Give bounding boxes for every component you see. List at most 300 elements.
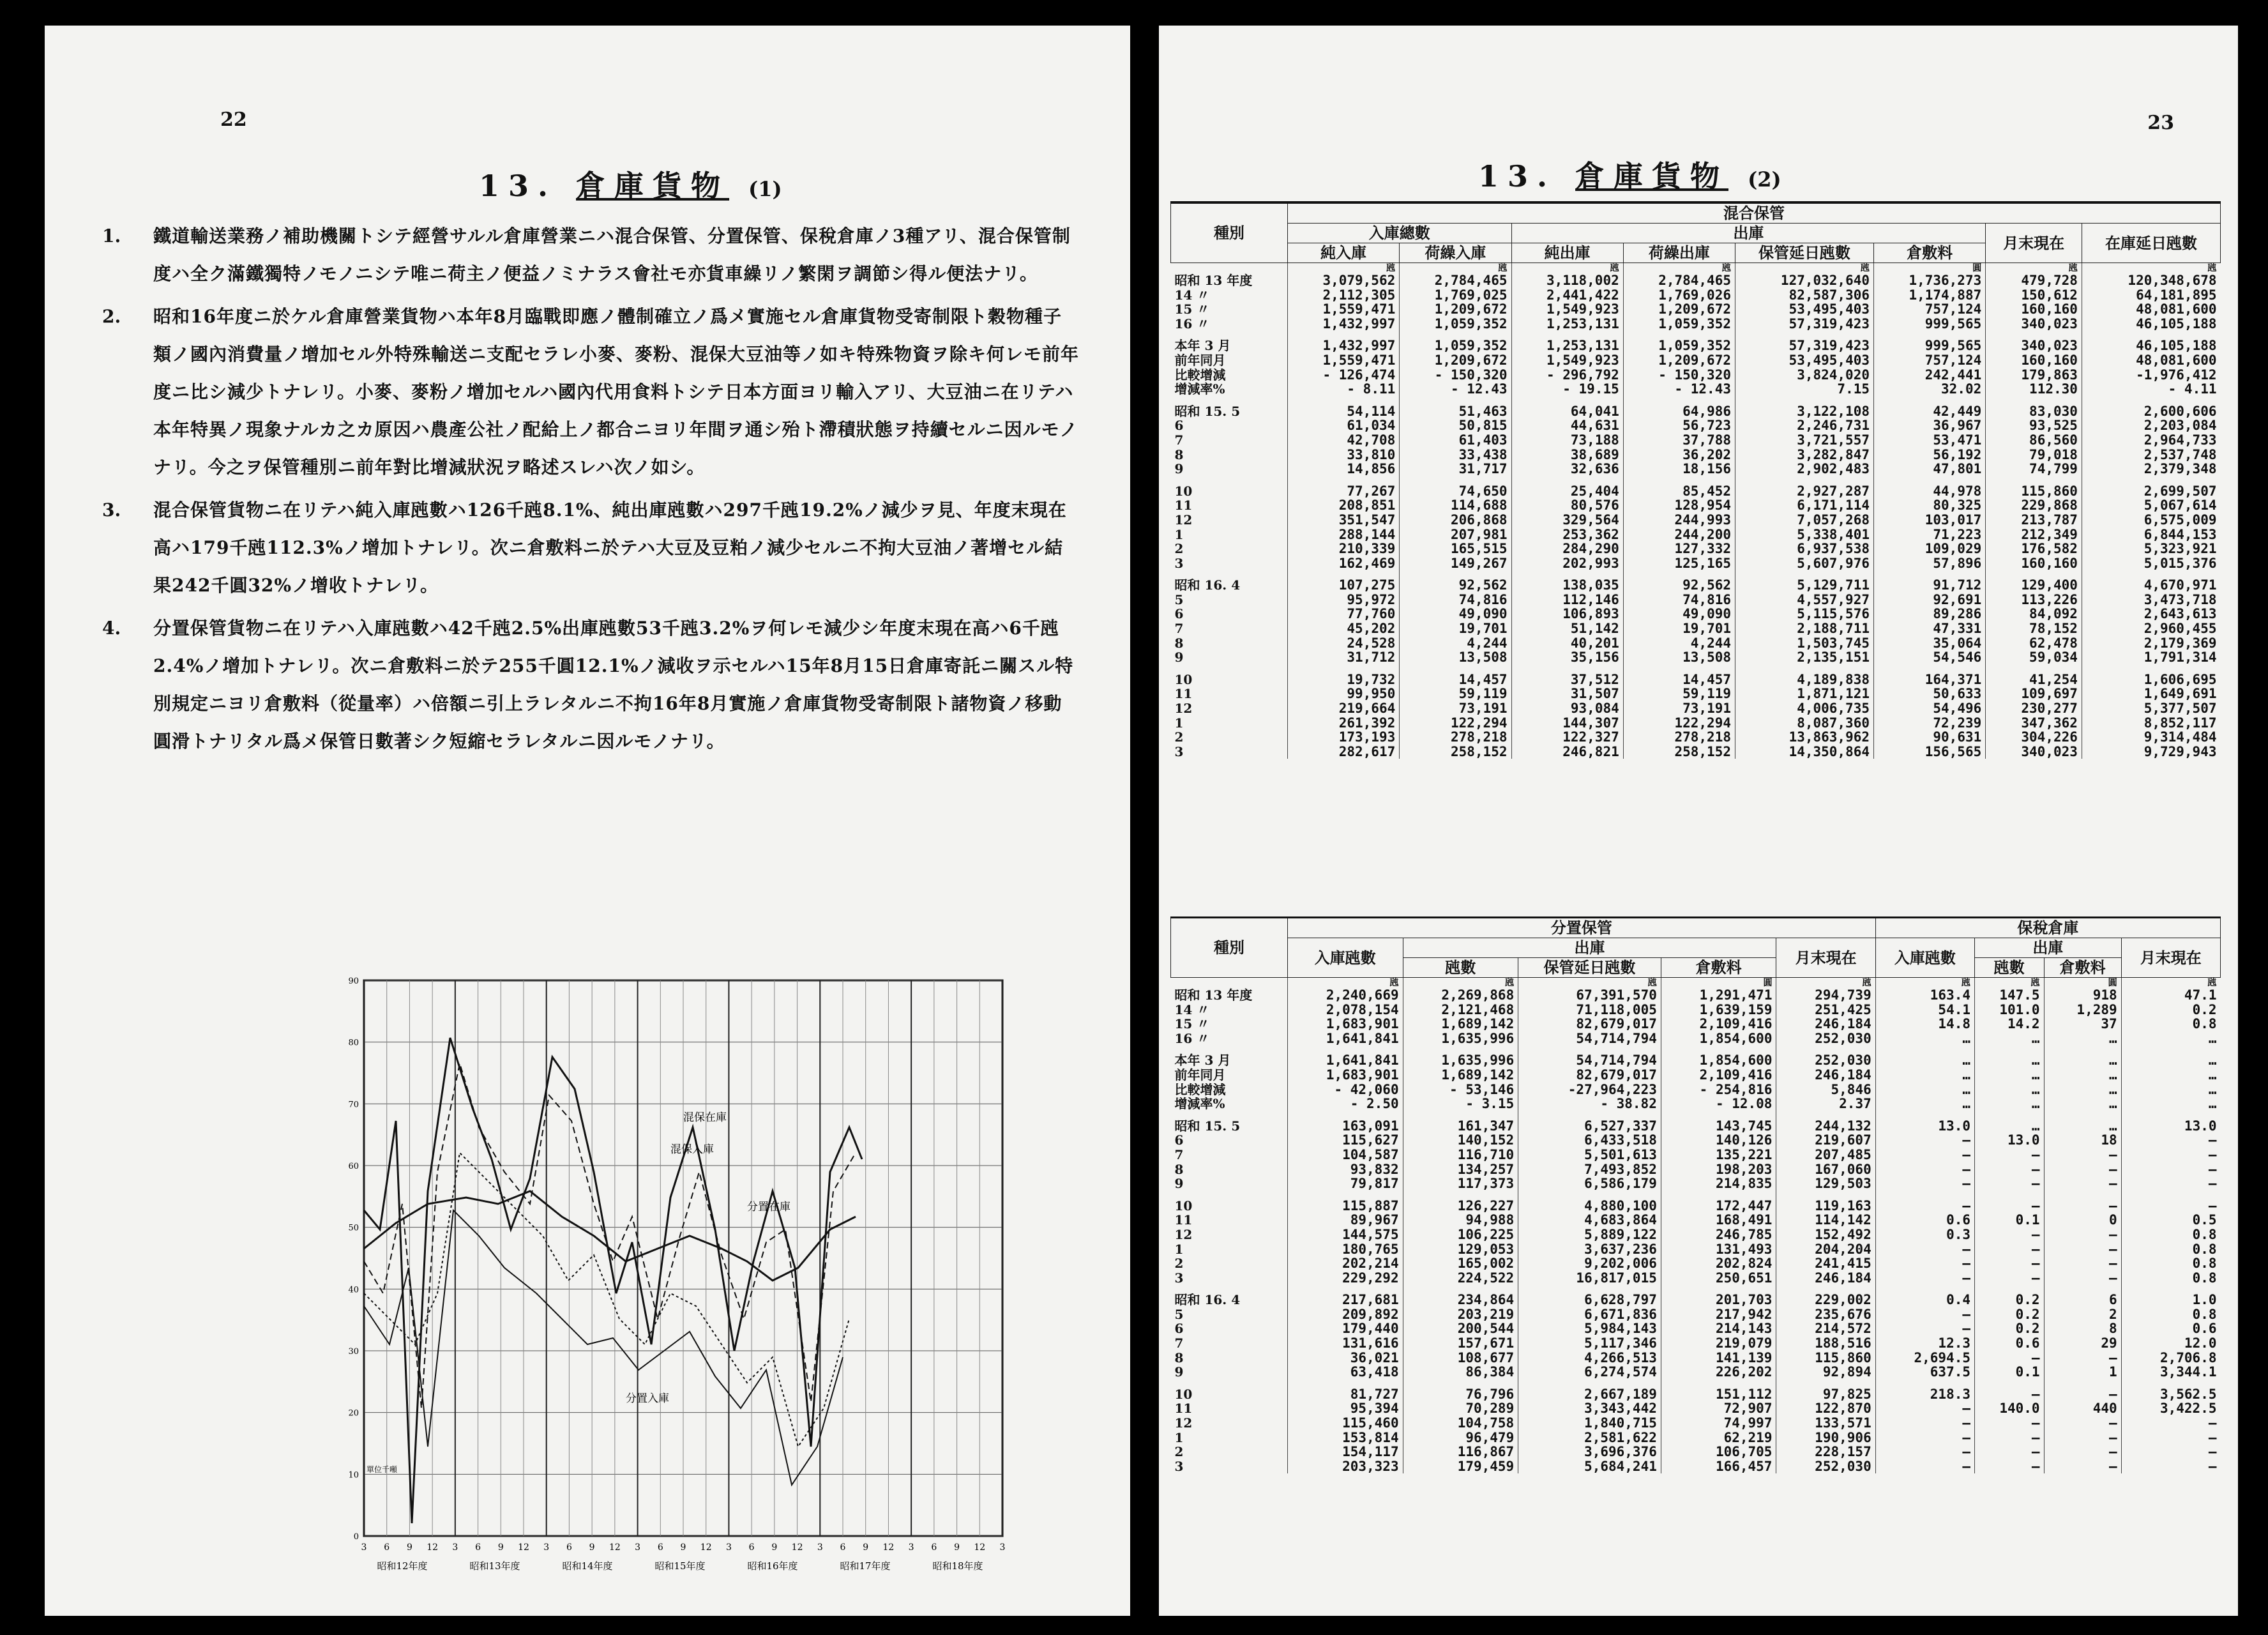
table-cell: 1,289 (2044, 1003, 2121, 1017)
table-row (1171, 288, 2221, 303)
table-cell: 129,503 (1776, 1176, 1875, 1191)
table-cell: 151,112 (1661, 1387, 1776, 1402)
row-label: 8 (1174, 635, 1184, 651)
group-header: 混合保管 (1288, 202, 2221, 224)
table-row (1171, 716, 2221, 731)
table-cell: 8 (2044, 1321, 2121, 1336)
row-label: 7 (1174, 432, 1184, 448)
row-label: 1 (1174, 1429, 1184, 1445)
table-cell: 253,362 (1511, 528, 1623, 542)
table-cell: — (1975, 1387, 2045, 1402)
table-cell: 127,332 (1623, 542, 1735, 556)
table-cell: 2,109,416 (1661, 1017, 1776, 1031)
x-month-label: 12 (427, 1542, 439, 1553)
table-row (1171, 1242, 2221, 1257)
table-cell: 79,018 (1986, 448, 2082, 462)
y-tick-label: 0 (353, 1532, 359, 1542)
table-cell: 89,967 (1288, 1213, 1403, 1228)
table-row (1171, 368, 2221, 383)
table-cell: 157,671 (1403, 1336, 1518, 1351)
row-label: 2 (1174, 1256, 1184, 1272)
table-cell: 6,671,836 (1518, 1307, 1661, 1322)
table-cell: - 53,146 (1403, 1083, 1518, 1097)
col-out-net: 純出庫 (1511, 243, 1623, 263)
table-cell: … (2121, 1068, 2220, 1083)
row-label: 12 (1174, 1226, 1193, 1242)
table-cell: 0.8 (2121, 1256, 2220, 1271)
table-cell: 36,021 (1288, 1351, 1403, 1365)
table-cell: 204,204 (1776, 1242, 1875, 1257)
left-page (45, 26, 1130, 1616)
table-cell: 5,607,976 (1735, 556, 1874, 571)
table-cell: 47,801 (1874, 462, 1986, 476)
table-cell: 51,463 (1400, 404, 1511, 419)
table-cell: — (2044, 1162, 2121, 1177)
table-cell: 24,528 (1288, 636, 1400, 651)
table-cell: - 2.50 (1288, 1097, 1403, 1111)
unit-cell: 瓲 (1288, 978, 1403, 989)
table-cell: 2,269,868 (1403, 988, 1518, 1003)
table-cell: — (1975, 1431, 2045, 1445)
series-label: 混保入庫 (670, 1143, 714, 1156)
table-cell: 7.15 (1735, 382, 1874, 397)
table-cell: 8,087,360 (1735, 716, 1874, 731)
row-label: 16 〃 (1174, 316, 1210, 331)
table-cell: 129,053 (1403, 1242, 1518, 1257)
table-cell: 2,581,622 (1518, 1431, 1661, 1445)
x-month-labels (361, 1542, 1006, 1553)
table-cell: 54,714,794 (1518, 1053, 1661, 1068)
table-cell: 251,425 (1776, 1003, 1875, 1017)
table-cell: 1,059,352 (1400, 317, 1511, 331)
table-cell: 31,712 (1288, 650, 1400, 665)
table-cell: — (1875, 1307, 1974, 1322)
table-cell: 2,121,468 (1403, 1003, 1518, 1017)
row-label: 15 〃 (1174, 301, 1210, 317)
row-label: 10 (1174, 1198, 1193, 1213)
separate-bonded-table (1170, 916, 2221, 1473)
row-label: 10 (1174, 671, 1193, 687)
table-cell: 1,854,600 (1661, 1031, 1776, 1046)
table-cell: 160,160 (1986, 556, 2082, 571)
x-month-label: 3 (908, 1542, 914, 1553)
table-cell: 35,156 (1511, 650, 1623, 665)
table-row (1171, 1003, 2221, 1017)
table-cell: 120,348,678 (2082, 273, 2220, 288)
table-cell: 6,586,179 (1518, 1176, 1661, 1191)
table-cell: 93,084 (1511, 701, 1623, 716)
y-tick-label: 30 (348, 1347, 359, 1357)
row-label: 昭和 15. 5 (1174, 403, 1241, 419)
table-cell: 115,860 (1986, 484, 2082, 499)
table-cell: - 4.11 (2082, 382, 2220, 397)
table-cell: 2,441,422 (1511, 288, 1623, 303)
table-cell: 1,174,887 (1874, 288, 1986, 303)
table-cell: 135,221 (1661, 1148, 1776, 1162)
table-cell: 36,967 (1874, 418, 1986, 433)
table-cell: 209,892 (1288, 1307, 1403, 1322)
row-label: 10 (1174, 1386, 1193, 1402)
table-cell: 4,006,735 (1735, 701, 1874, 716)
table-cell: 83,030 (1986, 404, 2082, 419)
table-cell: 35,064 (1874, 636, 1986, 651)
table-cell: 228,157 (1776, 1445, 1875, 1459)
mixed-storage-table (1170, 201, 2221, 759)
table-cell: 3,122,108 (1735, 404, 1874, 419)
table-cell: 172,447 (1661, 1199, 1776, 1213)
table-cell: 229,002 (1776, 1293, 1875, 1307)
table-cell: 143,745 (1661, 1119, 1776, 1134)
x-year-label: 昭和13年度 (469, 1560, 520, 1572)
table-cell: 82,679,017 (1518, 1068, 1661, 1083)
row-label: 3 (1174, 555, 1184, 571)
table-row (1171, 578, 2221, 593)
table-cell: … (2044, 1068, 2121, 1083)
table-cell: 108,677 (1403, 1351, 1518, 1365)
table-cell: 0.8 (2121, 1242, 2220, 1257)
table-cell: 129,400 (1986, 578, 2082, 593)
table-cell: 1,769,026 (1623, 288, 1735, 303)
table-cell: 2,246,731 (1735, 418, 1874, 433)
table-cell: 294,739 (1776, 988, 1875, 1003)
table-cell: 25,404 (1511, 484, 1623, 499)
table-row (1171, 338, 2221, 353)
table-row (1171, 498, 2221, 513)
table-cell: — (1875, 1199, 1974, 1213)
table-row (1171, 745, 2221, 759)
unit-cell: 圓 (1661, 978, 1776, 989)
table-cell: 7,493,852 (1518, 1162, 1661, 1177)
table-cell: … (1875, 1053, 1974, 1068)
table-cell: 347,362 (1986, 716, 2082, 731)
table-cell: 56,723 (1623, 418, 1735, 433)
table-cell: 166,457 (1661, 1459, 1776, 1474)
table-cell: 2,112,305 (1288, 288, 1400, 303)
table-cell: - 150,320 (1623, 368, 1735, 383)
table-cell: 150,612 (1986, 288, 2082, 303)
table-cell: 2,927,287 (1735, 484, 1874, 499)
table-cell: 38,689 (1511, 448, 1623, 462)
table-cell: 53,495,403 (1735, 302, 1874, 317)
table-cell: 2,179,369 (2082, 636, 2220, 651)
table-cell: 340,023 (1986, 338, 2082, 353)
table-cell: 61,034 (1288, 418, 1400, 433)
x-month-label: 9 (680, 1542, 686, 1553)
table-cell: 54,496 (1874, 701, 1986, 716)
table-cell: — (1875, 1162, 1974, 1177)
table-cell: 242,441 (1874, 368, 1986, 383)
table-cell: 1,641,841 (1288, 1031, 1403, 1046)
x-month-label: 12 (882, 1542, 895, 1553)
row-label: 2 (1174, 729, 1184, 745)
table-row (1171, 542, 2221, 556)
unit-cell: 圓 (2044, 978, 2121, 989)
x-month-label: 9 (954, 1542, 960, 1553)
table-cell: 114,142 (1776, 1213, 1875, 1228)
x-year-label: 昭和15年度 (654, 1560, 706, 1572)
table-cell: 36,202 (1623, 448, 1735, 462)
table-cell: 106,893 (1511, 607, 1623, 621)
table-cell: 104,758 (1403, 1416, 1518, 1431)
table-cell: 351,547 (1288, 513, 1400, 528)
table-cell: 3,343,442 (1518, 1401, 1661, 1416)
table-cell: 71,118,005 (1518, 1003, 1661, 1017)
table-cell: 2,078,154 (1288, 1003, 1403, 1017)
table-row (1171, 418, 2221, 433)
unit-cell: 瓲 (1518, 978, 1661, 989)
table-cell: - 150,320 (1400, 368, 1511, 383)
paragraph (102, 217, 1079, 293)
table-cell: 1,689,142 (1403, 1068, 1518, 1083)
table-cell: 59,119 (1623, 687, 1735, 701)
table-cell: 90,631 (1874, 730, 1986, 745)
table-cell: 206,868 (1400, 513, 1511, 528)
table-cell: 329,564 (1511, 513, 1623, 528)
table-row (1171, 448, 2221, 462)
row-label: 本年 3 月 (1174, 1053, 1231, 1068)
col-fee: 倉敷料 (1874, 243, 1986, 263)
table-cell: 49,090 (1623, 607, 1735, 621)
table-cell: 74,816 (1623, 593, 1735, 607)
row-label: 1 (1174, 526, 1184, 542)
table-cell: 95,972 (1288, 593, 1400, 607)
table-cell: 147.5 (1975, 988, 2045, 1003)
table-cell: 115,860 (1776, 1351, 1875, 1365)
title-part: (2) (1748, 167, 1781, 192)
table-cell: 4,670,971 (2082, 578, 2220, 593)
col-out-count: 瓲數 (1403, 958, 1518, 978)
row-label: 2 (1174, 1444, 1184, 1460)
table-cell: 0.2 (1975, 1307, 2045, 1322)
table-cell: 54,546 (1874, 650, 1986, 665)
row-label: 6 (1174, 418, 1184, 434)
table-cell: 74,997 (1661, 1416, 1776, 1431)
paragraph (102, 298, 1079, 486)
x-year-label: 昭和14年度 (562, 1560, 613, 1572)
x-month-label: 3 (452, 1542, 458, 1553)
table-cell: 0.2 (1975, 1293, 2045, 1307)
table-cell: 41,254 (1986, 673, 2082, 687)
row-label: 9 (1174, 650, 1184, 665)
table-cell: 6 (2044, 1293, 2121, 1307)
table-cell: 67,391,570 (1518, 988, 1661, 1003)
row-label: 12 (1174, 701, 1193, 717)
table-cell: 117,373 (1403, 1176, 1518, 1191)
table-cell: 42,449 (1874, 404, 1986, 419)
table-cell: 61,403 (1400, 433, 1511, 448)
table-cell: 85,452 (1623, 484, 1735, 499)
table-cell: 0.2 (2121, 1003, 2220, 1017)
table-cell: — (1975, 1176, 2045, 1191)
row-label: 增減率% (1174, 381, 1225, 397)
table-cell: — (1975, 1271, 2045, 1286)
table-cell: 103,017 (1874, 513, 1986, 528)
table-cell: 190,906 (1776, 1431, 1875, 1445)
table-cell: 340,023 (1986, 317, 2082, 331)
table-cell: - 8.11 (1288, 382, 1400, 397)
row-label: 3 (1174, 1270, 1184, 1286)
table-row (1171, 687, 2221, 701)
table-cell: 153,814 (1288, 1431, 1403, 1445)
table-cell: 217,942 (1661, 1307, 1776, 1322)
table-cell: - 12.08 (1661, 1097, 1776, 1111)
table-cell: 141,139 (1661, 1351, 1776, 1365)
unit-cell: 瓲 (2082, 263, 2220, 274)
table-cell: 62,478 (1986, 636, 2082, 651)
page-title (1478, 153, 1781, 195)
table-cell: 92,562 (1400, 578, 1511, 593)
table-cell: 246,184 (1776, 1068, 1875, 1083)
table-cell: 340,023 (1986, 745, 2082, 759)
table-cell: 149,267 (1400, 556, 1511, 571)
y-tick-label: 10 (348, 1470, 359, 1480)
x-month-label: 6 (384, 1542, 390, 1553)
table-cell: 1,840,715 (1518, 1416, 1661, 1431)
table-cell: 46,105,188 (2082, 317, 2220, 331)
table-cell: 2,964,733 (2082, 433, 2220, 448)
x-month-label: 6 (748, 1542, 755, 1553)
table-cell: 19,701 (1400, 621, 1511, 636)
table-cell: 5,984,143 (1518, 1321, 1661, 1336)
table-cell: 116,710 (1403, 1148, 1518, 1162)
row-label: 本年 3 月 (1174, 338, 1231, 354)
paragraph (102, 609, 1079, 760)
table-cell: 9,729,943 (2082, 745, 2220, 759)
table-cell: 3,079,562 (1288, 273, 1400, 288)
table-cell: 77,760 (1288, 607, 1400, 621)
table-cell: 1,549,923 (1511, 353, 1623, 368)
table-cell: … (2121, 1053, 2220, 1068)
table-row (1171, 1228, 2221, 1242)
table-cell: 73,188 (1511, 433, 1623, 448)
table-row (1171, 1097, 2221, 1111)
col-out-total: 出庫 (1511, 224, 1986, 243)
table-cell: 13,508 (1400, 650, 1511, 665)
row-label: 9 (1174, 461, 1184, 477)
table-cell: 37,512 (1511, 673, 1623, 687)
x-month-label: 6 (657, 1542, 663, 1553)
table-cell: 156,565 (1874, 745, 1986, 759)
paragraph-text: 混合保管貨物ニ在リテハ純入庫瓲數ハ126千瓲8.1%、純出庫瓲數ハ297千瓲19.2%ノ減少ヲ見、年度末現在高ハ179千瓲112.3%ノ增加トナレリ。次ニ倉敷料ニ於テハ大豆及豆粕ノ減少セルニ不拘大豆油ノ著增セル結果242千圓32%ノ增收トナレリ。 (153, 499, 1067, 596)
table-cell: 59,034 (1986, 650, 2082, 665)
table-cell: 234,864 (1403, 1293, 1518, 1307)
table-cell: 13.0 (1975, 1133, 2045, 1148)
x-year-label: 昭和16年度 (747, 1560, 798, 1572)
table-cell: - 38.82 (1518, 1097, 1661, 1111)
table-row (1171, 650, 2221, 665)
table-row (1171, 382, 2221, 397)
table-cell: 106,705 (1661, 1445, 1776, 1459)
table-cell: 180,765 (1288, 1242, 1403, 1257)
table-cell: 33,810 (1288, 448, 1400, 462)
table-cell: - 296,792 (1511, 368, 1623, 383)
table-cell: 213,787 (1986, 513, 2082, 528)
paragraph (102, 491, 1079, 604)
table-cell: … (1975, 1083, 2045, 1097)
right-page (1159, 26, 2238, 1616)
table-cell: 5,129,711 (1735, 578, 1874, 593)
table-cell: 203,323 (1288, 1459, 1403, 1474)
line-chart (326, 961, 1022, 1590)
row-label: 3 (1174, 1458, 1184, 1474)
table-cell: — (2044, 1256, 2121, 1271)
x-month-label: 3 (725, 1542, 732, 1553)
page-title (479, 163, 782, 205)
table-cell: 282,617 (1288, 745, 1400, 759)
table-cell: 6,274,574 (1518, 1365, 1661, 1380)
table-cell: 18,156 (1623, 462, 1735, 476)
table-cell: 207,485 (1776, 1148, 1875, 1162)
table-cell: 14,856 (1288, 462, 1400, 476)
table-cell: 4,683,864 (1518, 1213, 1661, 1228)
table-cell: 104,587 (1288, 1148, 1403, 1162)
table-cell: — (1975, 1445, 2045, 1459)
table-row (1171, 1031, 2221, 1046)
table-cell: 1,559,471 (1288, 353, 1400, 368)
table-row (1171, 1401, 2221, 1416)
table-cell: 89,286 (1874, 607, 1986, 621)
table-cell: 19,732 (1288, 673, 1400, 687)
table-cell: — (1875, 1133, 1974, 1148)
series-label: 分置入庫 (626, 1392, 669, 1405)
table-cell: — (1975, 1242, 2045, 1257)
table-row (1171, 1336, 2221, 1351)
table-cell: 1.0 (2121, 1293, 2220, 1307)
table-cell: 2,706.8 (2121, 1351, 2220, 1365)
table-cell: 64,041 (1511, 404, 1623, 419)
table-cell: — (2044, 1351, 2121, 1365)
table-cell: 160,160 (1986, 353, 2082, 368)
table-cell: — (1875, 1459, 1974, 1474)
x-month-label: 9 (771, 1542, 778, 1553)
table-cell: 201,703 (1661, 1293, 1776, 1307)
table-cell: 3,824,020 (1735, 368, 1874, 383)
table-cell: 140.0 (1975, 1401, 2045, 1416)
table-cell: 246,184 (1776, 1017, 1875, 1031)
table-cell: 53,471 (1874, 433, 1986, 448)
table-cell: 246,785 (1661, 1228, 1776, 1242)
table-cell: 2,109,416 (1661, 1068, 1776, 1083)
table-cell: 99,950 (1288, 687, 1400, 701)
table-cell: 6,937,538 (1735, 542, 1874, 556)
table-cell: 258,152 (1623, 745, 1735, 759)
x-month-label: 3 (361, 1542, 367, 1553)
row-label: 16 〃 (1174, 1030, 1210, 1046)
table-cell: 18 (2044, 1133, 2121, 1148)
table-cell: 109,029 (1874, 542, 1986, 556)
table-cell: 13,863,962 (1735, 730, 1874, 745)
table-row (1171, 1199, 2221, 1213)
paragraph-number: 1. (102, 225, 121, 247)
table-cell: 224,522 (1403, 1271, 1518, 1286)
table-row (1171, 636, 2221, 651)
y-tick-label: 60 (348, 1162, 359, 1171)
table-cell: 0.2 (1975, 1321, 2045, 1336)
table-cell: — (2121, 1431, 2220, 1445)
table-row (1171, 317, 2221, 331)
table-cell: 5,501,613 (1518, 1148, 1661, 1162)
row-label: 1 (1174, 1241, 1184, 1257)
paragraph-text: 分置保管貨物ニ在リテハ入庫瓲數ハ42千瓲2.5%出庫瓲數53千瓲3.2%ヲ何レモ減少シ年度末現在高ハ6千瓲2.4%ノ增加トナレリ。次ニ倉敷料ニ於テ255千圓12.1%ノ減收ヲ示セルハ15年8月15日倉庫寄託ニ關スル特別規定ニヨリ倉敷料（從量率）ハ倍額ニ引上ラレタルニ不拘16年8月實施ノ倉庫貨物受寄制限ト諸物資ノ移動圓滑トナリタル爲メ保管日數著シク短縮セラレタルニ因ルモノナリ。 (153, 618, 1074, 752)
table-cell: 50,815 (1400, 418, 1511, 433)
table-cell: 77,267 (1288, 484, 1400, 499)
table-cell: 1,209,672 (1623, 353, 1735, 368)
table-cell: 19,701 (1623, 621, 1735, 636)
table-cell: 13,508 (1623, 650, 1735, 665)
table-cell: — (2044, 1387, 2121, 1402)
table-cell: 1,635,996 (1403, 1031, 1518, 1046)
row-label: 6 (1174, 1321, 1184, 1337)
